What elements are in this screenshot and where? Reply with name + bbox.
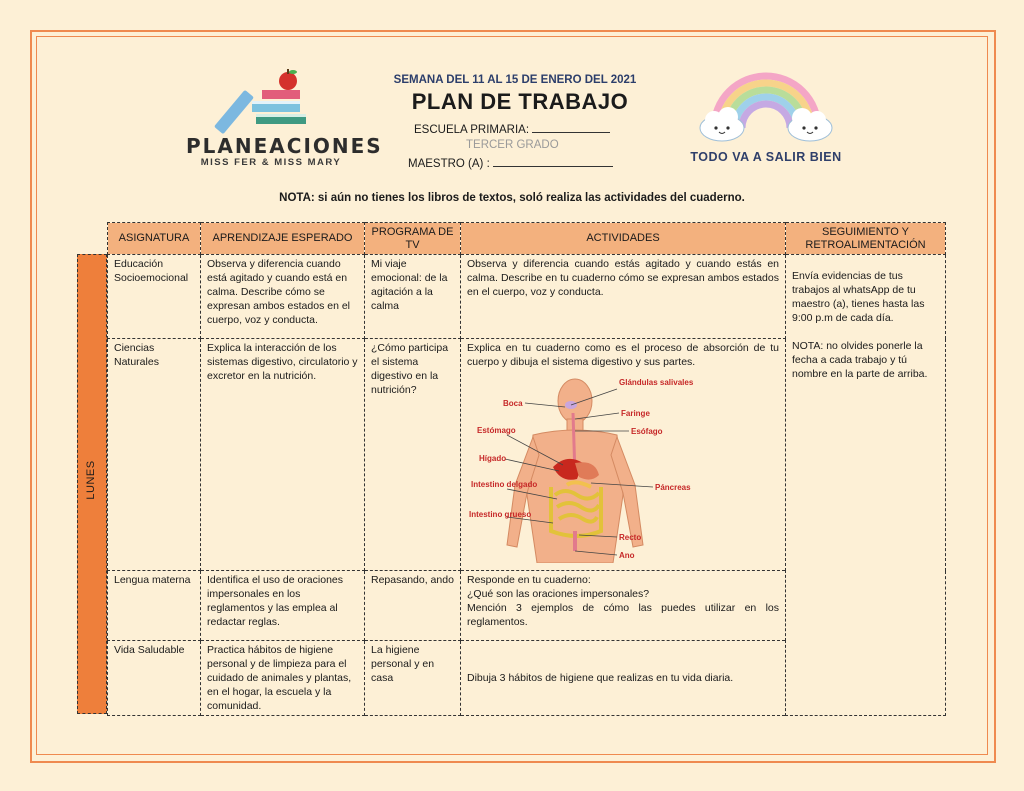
subject-cell: Ciencias Naturales: [108, 339, 201, 571]
nota-text: NOTA: si aún no tienes los libros de textos, soló realiza las actividades del cuaderno.: [279, 192, 745, 204]
tv-cell: La higiene personal y en casa: [365, 641, 461, 716]
day-label: LUNES: [85, 460, 97, 500]
tv-cell: ¿Cómo participa el sistema digestivo en la nutrición?: [365, 339, 461, 571]
cloud-right-icon: [788, 108, 832, 141]
activity-line: Responde en tu cuaderno:: [467, 574, 591, 586]
table-row: [108, 255, 946, 339]
learning-cell: Explica la interacción de los sistemas digestivo, circulatorio y excretor en la nutrición.: [201, 339, 365, 571]
learning-cell: Identifica el uso de oraciones impersonales en los reglamentos y las emplea al redactar reglas.: [201, 571, 365, 641]
activity-line: Mención 3 ejemplos de cómo las puedes utilizar en los reglamentos.: [467, 602, 779, 628]
subject-cell: Vida Saludable: [108, 641, 201, 716]
label-glands: Glándulas salivales: [619, 378, 694, 387]
label-pancreas: Páncreas: [655, 483, 691, 492]
label-small-intestine: Intestino delgado: [471, 480, 538, 489]
digestive-system-diagram: [467, 375, 779, 563]
activity-cell: Dibuja 3 hábitos de higiene que realizas en tu vida diaria.: [461, 641, 786, 716]
tv-cell: Mi viaje emocional: de la agitación a la calma: [365, 255, 461, 339]
label-stomach: Estómago: [477, 426, 516, 435]
motto: TODO VA A SALIR BIEN: [690, 150, 842, 164]
logo-subtitle: MISS FER & MISS MARY: [200, 157, 342, 168]
col-header-feedback: SEGUIMIENTO Y RETROALIMENTACIÓN: [786, 223, 946, 255]
learning-cell: Practica hábitos de higiene personal y de limpieza para el cuidado de animales y plantas, en el hogar, la escuela y la comunidad.: [201, 641, 365, 716]
activity-cell: Observa y diferencia cuando estás agitado y cuando estás en calma. Describe en tu cuaderno cómo se expresan ambos estados en el cuerpo, voz y conducta.: [461, 255, 786, 339]
activity-text: Explica en tu cuaderno como es el proceso de absorción de tu cuerpo y dibuja el sistema digestivo y sus partes.: [467, 342, 779, 368]
col-header-subject: ASIGNATURA: [108, 223, 201, 255]
grade-label: TERCER GRADO: [466, 139, 559, 151]
week-range: SEMANA DEL 11 AL 15 DE ENERO DEL 2021: [393, 74, 637, 86]
col-header-learning: APRENDIZAJE ESPERADO: [201, 223, 365, 255]
teacher-blank: [493, 156, 613, 167]
col-header-tv: PROGRAMA DE TV: [365, 223, 461, 255]
activity-cell: [461, 339, 786, 571]
activity-cell: [461, 571, 786, 641]
subject-cell: Lengua materna: [108, 571, 201, 641]
activity-line: ¿Qué son las oraciones impersonales?: [467, 588, 650, 600]
school-label: ESCUELA PRIMARIA:: [414, 124, 530, 136]
label-anus: Ano: [619, 551, 635, 560]
learning-cell: Observa y diferencia cuando está agitado y cuando está en calma. Describe cómo se expresan ambos estados en el cuerpo, voz y conducta.: [201, 255, 365, 339]
label-esophagus: Esófago: [631, 427, 663, 436]
teacher-label: MAESTRO (A) :: [408, 158, 490, 170]
subject-cell: Educación Socioemocional: [108, 255, 201, 339]
label-liver: Hígado: [479, 454, 507, 463]
label-rectum: Recto: [619, 533, 642, 542]
plan-table: [107, 222, 946, 716]
label-large-intestine: Intestino grueso: [469, 510, 532, 519]
page-title: PLAN DE TRABAJO: [411, 89, 629, 114]
tv-cell: Repasando, ando: [365, 571, 461, 641]
feedback-text: Envía evidencias de tus trabajos al whatsApp de tu maestro (a), tienes hasta las 9:00 p.m de cada día.: [792, 270, 925, 324]
label-pharynx: Faringe: [621, 409, 650, 418]
logo-title: PLANEACIONES: [186, 134, 383, 158]
label-mouth: Boca: [503, 399, 523, 408]
col-header-activities: ACTIVIDADES: [461, 223, 786, 255]
school-blank: [532, 122, 610, 133]
teacher-field: [408, 156, 613, 170]
feedback-note: NOTA: no olvides ponerle la fecha a cada trabajo y tú nombre en la parte de arriba.: [792, 340, 928, 380]
feedback-cell: [786, 255, 946, 716]
school-field: [414, 122, 610, 136]
